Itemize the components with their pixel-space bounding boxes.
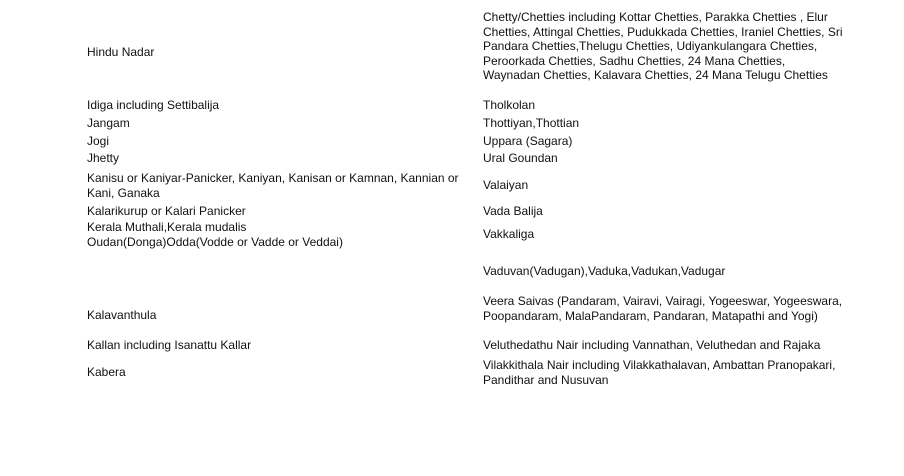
right-cell-vada-balija: Vada Balija xyxy=(483,204,543,218)
right-cell-veera-saivas: Veera Saivas (Pandaram, Vairavi, Vairagi, Yogeeswar, Yogeeswara, Poopandaram, MalaPandaram, Pandaran, Matapathi and Yogi) xyxy=(483,294,843,323)
right-cell-veluthedathu: Veluthedathu Nair including Vannathan, Veluthedan and Rajaka xyxy=(483,338,821,352)
left-cell-kalarikurup: Kalarikurup or Kalari Panicker xyxy=(87,204,246,218)
left-cell-kanisu: Kanisu or Kaniyar-Panicker, Kaniyan, Kanisan or Kamnan, Kannian or Kani, Ganaka xyxy=(87,171,459,200)
right-cell-vakkaliga: Vakkaliga xyxy=(483,227,535,241)
left-cell-kallan: Kallan including Isanattu Kallar xyxy=(87,338,252,352)
right-cell-valaiyan: Valaiyan xyxy=(483,178,529,192)
left-cell-idiga: Idiga including Settibalija xyxy=(87,98,220,112)
left-cell-oudan: Oudan(Donga)Odda(Vodde or Vadde or Veddai) xyxy=(87,235,343,249)
left-cell-jangam: Jangam xyxy=(87,116,130,130)
right-cell-tholkolan: Tholkolan xyxy=(483,98,536,112)
right-cell-uppara: Uppara (Sagara) xyxy=(483,134,573,148)
left-cell-jhetty: Jhetty xyxy=(87,151,120,165)
right-cell-ural-goundan: Ural Goundan xyxy=(483,151,558,165)
left-cell-kerala-muthali: Kerala Muthali,Kerala mudalis xyxy=(87,220,247,234)
right-cell-chetties: Chetty/Chetties including Kottar Chetties, Parakka Chetties , Elur Chetties, Attingal Chetties, Pudukkada Chetties, Iraniel Chetties, Sri Pandara Chetties,Thelugu Chetties, Udiyankulangara Chetties, Peroorkada Chetties, Sadhu Chetties, 24 Mana Chetties, Waynadan Chetties, Kalavara Chetties, 24 Mana Telugu Chetties xyxy=(483,10,843,82)
clipped-previous-row xyxy=(0,0,904,3)
left-cell-kalavanthula: Kalavanthula xyxy=(87,308,157,322)
left-cell-jogi: Jogi xyxy=(87,134,110,148)
left-cell-kabera: Kabera xyxy=(87,365,126,379)
right-cell-vaduvan: Vaduvan(Vadugan),Vaduka,Vadukan,Vadugar xyxy=(483,264,726,278)
right-cell-vilakkithala: Vilakkithala Nair including Vilakkathalavan, Ambattan Pranopakari, Pandithar and Nusuvan xyxy=(483,358,836,387)
left-cell-hindu-nadar: Hindu Nadar xyxy=(87,45,155,59)
right-cell-thottiyan: Thottiyan,Thottian xyxy=(483,116,580,130)
